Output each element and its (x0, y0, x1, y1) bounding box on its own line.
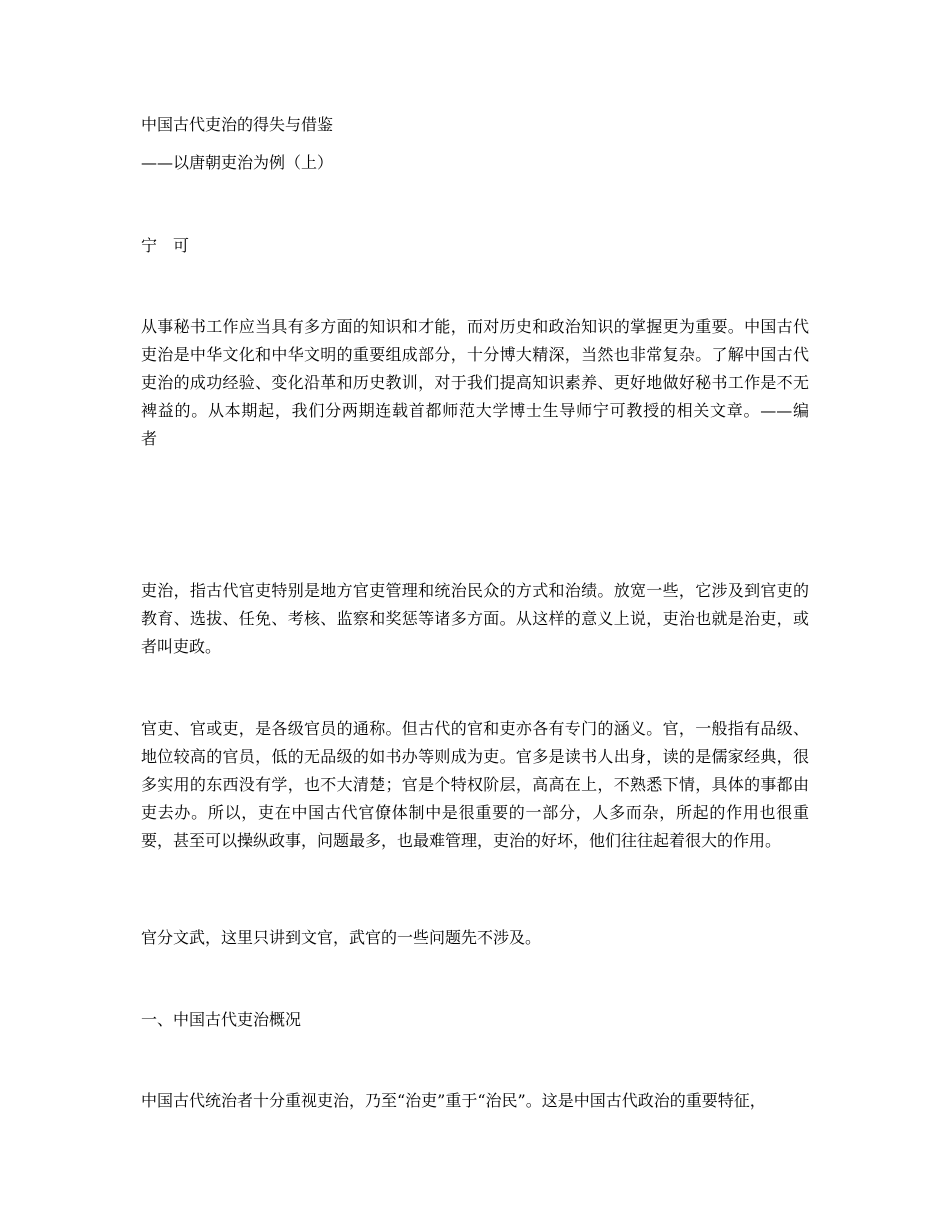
body-paragraph: 吏治，指古代官吏特别是地方官吏管理和统治民众的方式和治绩。放宽一些，它涉及到官吏的教育、选拔、任免、考核、监察和奖惩等诸多方面。从这样的意义上说，吏治也就是治吏，或者叫吏政。 (141, 581, 809, 656)
body-paragraph: 中国古代统治者十分重视吏治，乃至“治吏”重于“治民”。这是中国古代政治的重要特征， (141, 1091, 766, 1110)
author-name: 宁 可 (141, 236, 190, 255)
document-title: 中国古代吏治的得失与借鉴 (141, 115, 334, 134)
editor-note: 从事秘书工作应当具有多方面的知识和才能，而对历史和政治知识的掌握更为重要。中国古代吏治是中华文化和中华文明的重要组成部分，十分博大精深，当然也非常复杂。了解中国古代吏治的成功经验、变化沿革和历史教训，对于我们提高知识素养、更好地做好秘书工作是不无裨益的。从本期起，我们分两期连载首都师范大学博士生导师宁可教授的相关文章。——编 者 (141, 317, 826, 448)
document-subtitle: ——以唐朝吏治为例（上） (141, 153, 334, 172)
section-heading: 一、中国古代吏治概况 (141, 1010, 302, 1029)
body-paragraph: 官吏、官或吏，是各级官员的通称。但古代的官和吏亦各有专门的涵义。官，一般指有品级、地位较高的官员，低的无品级的如书办等则成为吏。官多是读书人出身，读的是儒家经典，很多实用的东西没有学，也不大清楚；官是个特权阶层，高高在上，不熟悉下情，具体的事都由吏去办。所以，吏在中国古代官僚体制中是很重要的一部分，人多而杂，所起的作用也很重要，甚至可以操纵政事，问题最多，也最难管理，吏治的好坏，他们往往起着很大的作用。 (141, 719, 809, 850)
body-paragraph: 官分文武，这里只讲到文官，武官的一些问题先不涉及。 (141, 928, 542, 947)
